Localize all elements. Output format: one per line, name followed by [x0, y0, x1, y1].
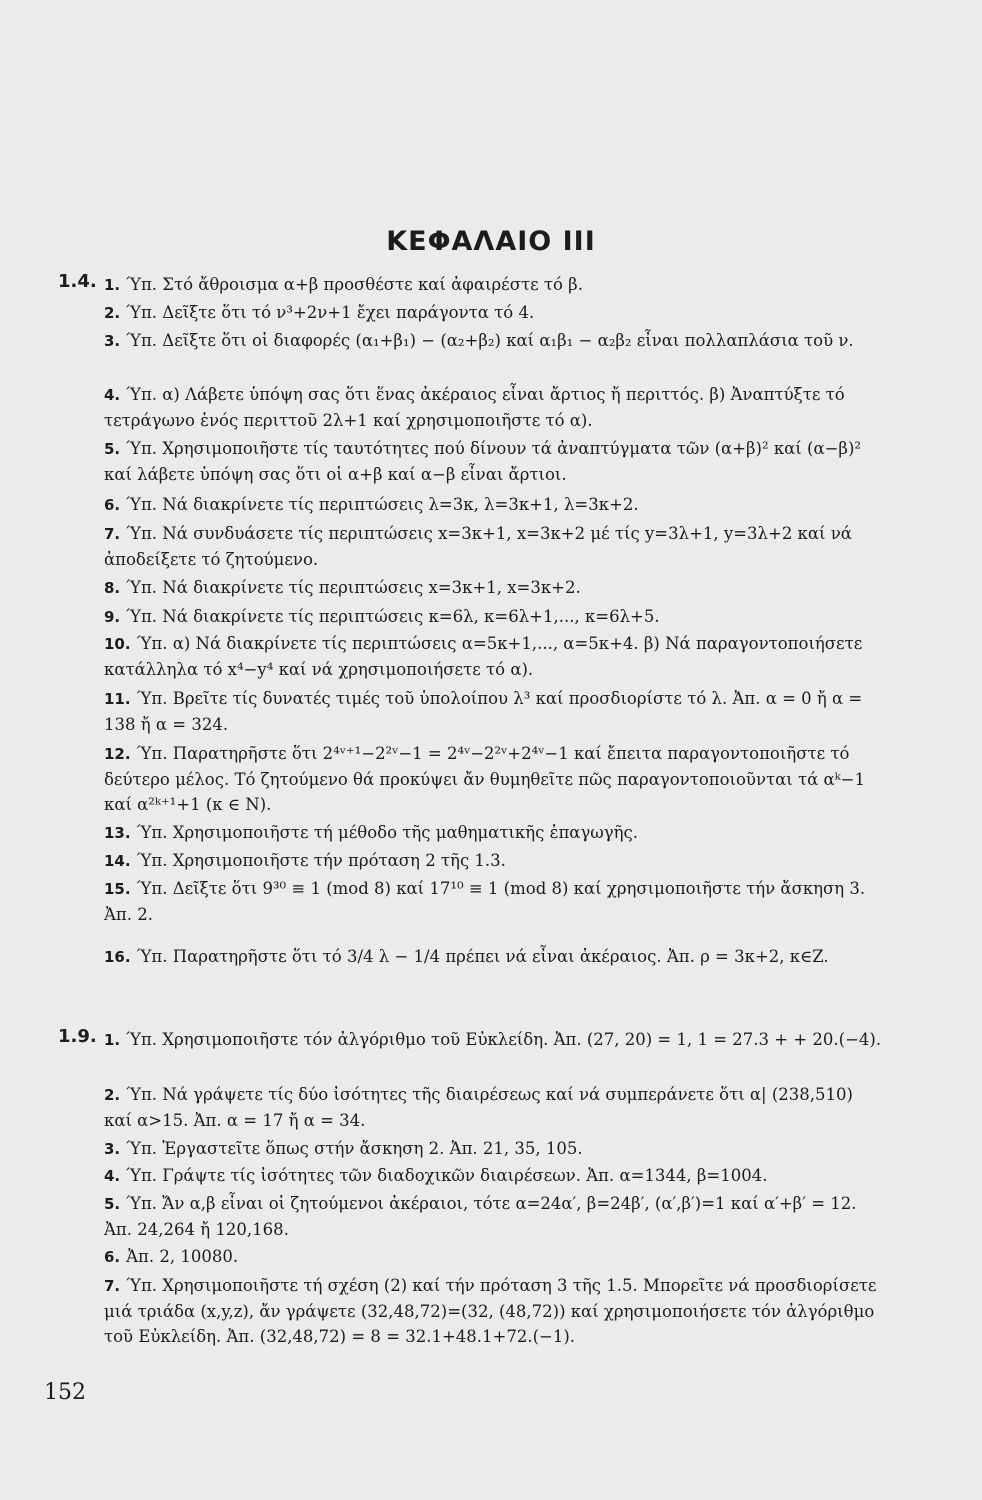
item-text: Ύπ. Δεῖξτε ὅτι τό ν³+2ν+1 ἔχει παράγοντα τό 4. [126, 303, 535, 322]
item-text: Ύπ. Ἐργαστεῖτε ὅπως στήν ἄσκηση 2. Ἀπ. 21, 35, 105. [126, 1139, 583, 1158]
list-item [104, 1136, 884, 1162]
list-item [104, 382, 884, 433]
list-item [104, 741, 884, 817]
item-text: Ύπ. Δεῖξτε ὅτι 9³⁰ ≡ 1 (mod 8) καί 17¹⁰ ≡ 1 (mod 8) καί χρησιμοποιῆστε τήν ἄσκηση 3. Ἀπ. 2. [104, 879, 866, 924]
item-number: 16. [104, 948, 131, 966]
list-item [104, 328, 884, 354]
item-text: Ύπ. Βρεῖτε τίς δυνατές τιμές τοῦ ὑπολοίπου λ³ καί προσδιορίστε τό λ. Ἀπ. α = 0 ἤ α = 138 ἤ α = 324. [104, 689, 863, 734]
item-number: 4. [104, 386, 121, 404]
list-item [104, 1273, 884, 1349]
list-item [104, 944, 884, 970]
item-number: 6. [104, 1248, 121, 1266]
item-text: Ἀπ. 2, 10080. [126, 1247, 239, 1266]
list-item [104, 272, 884, 298]
list-item [104, 521, 884, 572]
list-item [104, 575, 884, 601]
item-number: 3. [104, 1140, 121, 1158]
item-text: Ύπ. Στό ἄθροισμα α+β προσθέστε καί ἀφαιρέστε τό β. [126, 275, 583, 294]
item-text: Ύπ. α) Νά διακρίνετε τίς περιπτώσεις α=5κ+1,..., α=5κ+4. β) Νά παραγοντοποιήσετε κατάλληλα τό x⁴−y⁴ καί νά χρησιμοποιήσετε τό α). [104, 634, 863, 679]
item-number: 8. [104, 579, 121, 597]
list-item [104, 492, 884, 518]
section-label: 1.9. [58, 1026, 97, 1047]
item-number: 6. [104, 496, 121, 514]
item-number: 7. [104, 1277, 121, 1295]
item-number: 5. [104, 1195, 121, 1213]
item-number: 13. [104, 824, 131, 842]
item-text: Ύπ. Δεῖξτε ὅτι οἱ διαφορές (α₁+β₁) − (α₂+β₂) καί α₁β₁ − α₂β₂ εἶναι πολλαπλάσια τοῦ ν. [126, 331, 854, 350]
item-text: Ύπ. Νά διακρίνετε τίς περιπτώσεις κ=6λ, κ=6λ+1,..., κ=6λ+5. [126, 607, 660, 626]
list-item [104, 300, 884, 326]
item-text: Ύπ. Νά συνδυάσετε τίς περιπτώσεις x=3κ+1, x=3κ+2 μέ τίς y=3λ+1, y=3λ+2 καί νά ἀποδείξετε τό ζητούμενο. [104, 524, 852, 569]
list-item [104, 1163, 884, 1189]
item-text: Ύπ. α) Λάβετε ὑπόψη σας ὅτι ἕνας ἀκέραιος εἶναι ἄρτιος ἤ περιττός. β) Ἀναπτύξτε τό τετράγωνο ἑνός περιττοῦ 2λ+1 καί χρησιμοποιῆστε τό α). [104, 385, 845, 430]
list-item [104, 848, 884, 874]
item-number: 1. [104, 276, 121, 294]
item-text: Ύπ. Γράψτε τίς ἰσότητες τῶν διαδοχικῶν διαιρέσεων. Ἀπ. α=1344, β=1004. [126, 1166, 768, 1185]
item-number: 5. [104, 440, 121, 458]
page-number: 152 [44, 1380, 86, 1405]
chapter-title: ΚΕΦΑΛΑΙΟ ΙΙΙ [386, 226, 596, 257]
list-item [104, 1191, 884, 1242]
item-number: 12. [104, 745, 131, 763]
item-number: 14. [104, 852, 131, 870]
item-number: 2. [104, 1086, 121, 1104]
item-number: 15. [104, 880, 131, 898]
item-text: Ύπ. Νά διακρίνετε τίς περιπτώσεις x=3κ+1, x=3κ+2. [126, 578, 581, 597]
item-number: 10. [104, 635, 131, 653]
list-item [104, 876, 884, 927]
item-number: 4. [104, 1167, 121, 1185]
item-text: Ύπ. Νά διακρίνετε τίς περιπτώσεις λ=3κ, λ=3κ+1, λ=3κ+2. [126, 495, 639, 514]
item-text: Ύπ. Παρατηρῆστε ὅτι τό 3/4 λ − 1/4 πρέπει νά εἶναι ἀκέραιος. Ἀπ. ρ = 3κ+2, κ∈Z. [136, 947, 829, 966]
list-item [104, 631, 884, 682]
item-number: 7. [104, 525, 121, 543]
list-item [104, 1082, 884, 1133]
list-item [104, 686, 884, 737]
item-text: Ύπ. Χρησιμοποιῆστε τή σχέση (2) καί τήν πρόταση 3 τῆς 1.5. Μπορεῖτε νά προσδιορίσετε μιά τριάδα (x,y,z), ἄν γράψετε (32,48,72)=(32, (48,72)) καί χρησιμοποιήσετε τόν ἀλγόριθμο τοῦ Εὐκλείδη. Ἀπ. (32,48,72) = 8 = 32.1+48.1+72.(−1). [104, 1276, 877, 1346]
item-text: Ύπ. Νά γράψετε τίς δύο ἰσότητες τῆς διαιρέσεως καί νά συμπεράνετε ὅτι α| (238,510) καί α>15. Ἀπ. α = 17 ἤ α = 34. [104, 1085, 853, 1130]
item-text: Ύπ. Ἄν α,β εἶναι οἱ ζητούμενοι ἀκέραιοι, τότε α=24α′, β=24β′, (α′,β′)=1 καί α′+β′ = 12. Ἀπ. 24,264 ἤ 120,168. [104, 1194, 857, 1239]
item-text: Ύπ. Χρησιμοποιῆστε τήν πρόταση 2 τῆς 1.3. [136, 851, 506, 870]
item-number: 9. [104, 608, 121, 626]
list-item [104, 1027, 884, 1053]
list-item [104, 604, 884, 630]
list-item [104, 1244, 884, 1270]
item-number: 2. [104, 304, 121, 322]
section-label: 1.4. [58, 271, 97, 292]
item-text: Ύπ. Χρησιμοποιῆστε τή μέθοδο τῆς μαθηματικῆς ἐπαγωγῆς. [136, 823, 638, 842]
item-number: 1. [104, 1031, 121, 1049]
item-text: Ύπ. Χρησιμοποιῆστε τίς ταυτότητες πού δίνουν τά ἀναπτύγματα τῶν (α+β)² καί (α−β)² καί λάβετε ὑπόψη σας ὅτι οἱ α+β καί α−β εἶναι ἄρτιοι. [104, 439, 862, 484]
list-item [104, 436, 884, 487]
list-item [104, 820, 884, 846]
item-number: 3. [104, 332, 121, 350]
item-text: Ύπ. Χρησιμοποιῆστε τόν ἀλγόριθμο τοῦ Εὐκλείδη. Ἀπ. (27, 20) = 1, 1 = 27.3 + + 20.(−4). [126, 1030, 882, 1049]
item-number: 11. [104, 690, 131, 708]
item-text: Ύπ. Παρατηρῆστε ὅτι 2⁴ᵛ⁺¹−2²ᵛ−1 = 2⁴ᵛ−2²ᵛ+2⁴ᵛ−1 καί ἔπειτα παραγοντοποιῆστε τό δεύτερο μέλος. Τό ζητούμενο θά προκύψει ἄν θυμηθεῖτε πῶς παραγοντοποιοῦνται τά αᵏ−1 καί α²ᵏ⁺¹+1 (κ ∈ N). [104, 744, 865, 814]
